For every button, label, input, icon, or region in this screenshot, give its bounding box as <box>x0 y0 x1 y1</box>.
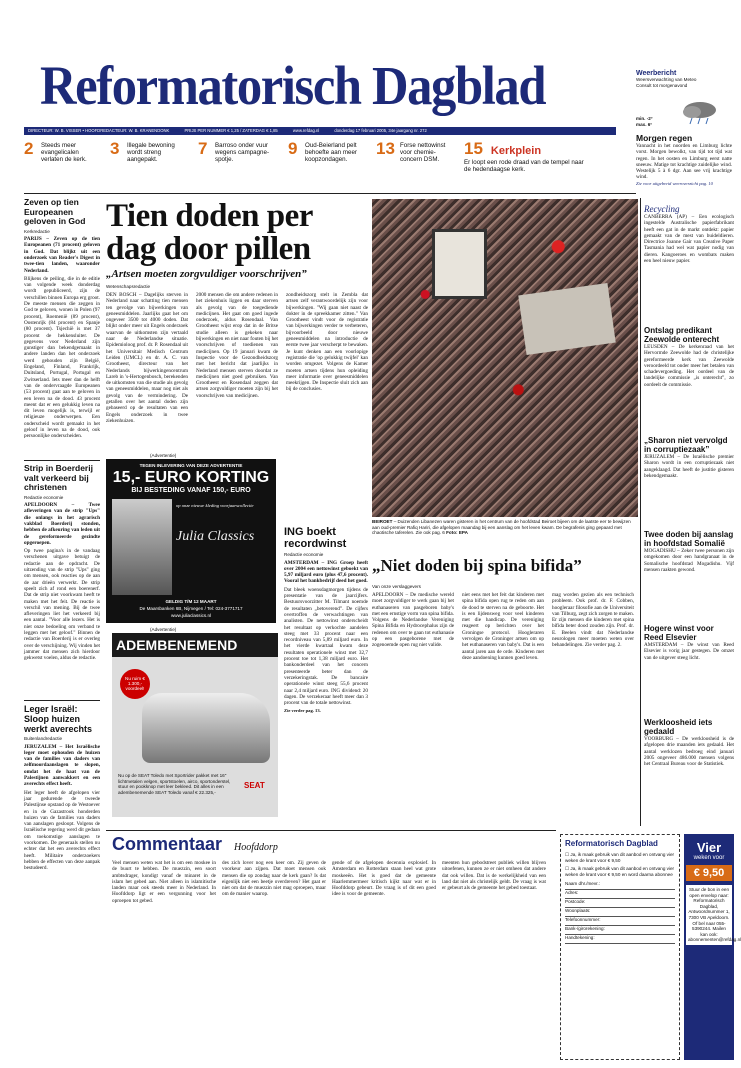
form-option-2[interactable] <box>565 866 675 877</box>
item-elsevier <box>644 624 734 714</box>
column-divider <box>640 198 641 826</box>
ad2-car-image <box>142 693 270 763</box>
caption-credit: Foto: EPA <box>446 530 468 536</box>
spina-col-3: mag worden gezien als een technisch probleem. Ook prof. dr. F. Cobben, hoogleraar filosofie aan de Universiteit van Tilburg, zegt zich zorgen te maken. Er zijn mensen die kinderen met spina bifida beter dood zouden zijn. Prof. dr. E. Beelen vindt dat Nederlandse neurologen meer moeten weten over behandelingen. Zie verder pag. 2. <box>552 592 634 649</box>
promo-title: Vier <box>696 840 722 855</box>
article-lead: JERUZALEM – Het Israëlische leger moet ophouden de huizen van de families van daders van zelfmoordaanslagen te slopen, omdat het de haat van de Palestijnen aanwakkert en een averechts effect heeft. <box>24 743 100 788</box>
form-field-phone[interactable]: Telefoonnummer: <box>565 917 675 926</box>
weather-sub: Weersverwachting van Meteo Consult tot morgenavond <box>636 77 697 88</box>
colophon-bar <box>24 127 616 135</box>
ad1-big: 15,- EURO KORTING <box>112 468 270 486</box>
ad1-model-photo <box>112 499 172 595</box>
temperature-readout <box>636 116 676 132</box>
teaser-row <box>24 140 636 190</box>
commentaar-title: Commentaar <box>112 834 223 854</box>
weather-title: Morgen regen <box>636 133 693 143</box>
ad2-label: (Advertentie) <box>150 627 177 632</box>
spina-byline: Van onze verslaggevers <box>372 584 421 589</box>
commentaar-col-2: des zich lover nog een keer om. Zij geven de voorkeur aan zijpen. Dat moet mensen ook mensen die op zondag naar de kerk gaan? Is dat eigenlijk niet een beetje overdreven? Het gaat er niet om dat de muezzin niet mag oproepen, maar om de manier waarop. <box>222 860 326 898</box>
item-title: „Sharon niet vervolgd in corruptiezaak” <box>644 436 728 454</box>
teaser-number: 7 <box>198 139 208 158</box>
teaser-number: 2 <box>24 139 34 158</box>
ad2-badge: Nu ruim € 1.300,- voordeel! <box>120 669 150 699</box>
ad1-brand: Julia Classics <box>176 529 255 544</box>
caption-label: BEIROET <box>372 519 393 524</box>
caption-text: – Duizenden Libanezen waren gisteren in het centrum van de hoofdstad Beiroet bijeen om de laatste eer te bewijzen aan oud-premier Rafiq Hariri, die afgelopen maandag bij een aanslag om het leven kwam. De begrafenis ging gepaard met chaotische taferelen. Zie ook pag. 6 <box>372 519 631 536</box>
promo-text: Stuur de bon in een open envelop naar: Reformatorisch Dagblad, Antwoordnummer 1, 7300 VB Apeldoorn. Of bel naar 055-5390244. Mailen kan ook: abonnementen@refdag.nl <box>686 885 732 945</box>
site-url[interactable]: www.refdag.nl <box>292 128 320 133</box>
subscription-promo <box>684 834 741 1060</box>
item-body: AMSTERDAM – De winst van Reed Elsevier is vorig jaar gestegen. De omzet van de uitgever steeg licht. <box>644 642 734 661</box>
article-body: Het leger heeft de afgelopen vier jaar gedurende de tweede Palestijnse opstand op de Westoever en in de Gazastrook honderden huizen van de families van daders van aanslagen gesloopt. Volgens de Israëlische regering werd dit gedaan om toekomstige aanslagen te voorkomen. De generaals stellen nu echter dat het een averechts effect heeft. Militaire onderzoekers hebben de effecten van deze aanpak bestudeerd. <box>24 789 100 872</box>
commentaar-col-1: Veel mensen weten wat het is om een moskee in de buurt te hebben. De muezzin, een soort ambtsdrager, kondigt vanaf de minaret in de islam het gebed aan. Niet alleen in islamitische landen maar ook steeds meer in Nederland. In Hoofddorp ligt er een vergunning voor het oproepen tot gebed. <box>112 860 216 904</box>
article-lead: APELDOORN – Twee afleveringen van de strip "Ups" die onlangs in het agrarisch vakblad Boerderij stonden, hebben de afkeuring van leden uit de gereformeerde gezindte opgeroepen. <box>24 502 100 546</box>
teaser-text: Barroso onder vuur wegens campagne-spotje. <box>215 142 270 164</box>
ad1-valid: GELDIG T/M 12 MAART <box>165 599 217 604</box>
teaser-text: Oud-Beierland pelt behoefte aan meer koopzondagen. <box>305 142 357 164</box>
item-recycling <box>644 204 734 322</box>
teaser-title: Kerkplein <box>490 145 542 157</box>
article-title: Strip in Boerderij valt verkeerd bij christenen <box>24 463 93 492</box>
teaser-number: 13 <box>376 139 395 158</box>
teaser-number: 9 <box>288 139 298 158</box>
weather-forecast <box>636 133 732 213</box>
weather-more: Zie voor uitgebreid weeroverzicht pag. 10 <box>636 180 713 186</box>
item-body: LEUSDEN – De kerkenraad van het Hervormde Zeewolde had de christelijke gereformeerde kerk van Zeewolde veroordeeld tot onder meer het betalen van schadevergoeding. Het oordeel van de landelijke commissie „is onterecht”, zo oordeelt de commissie. <box>644 344 734 388</box>
recycling-body: CANBERRA (AP) – Een ecologisch ingestelde Australische papierfabrikant heeft een gat in de markt ontdekt: papier gemaakt van de mest van buideldieren. Directrice Joanne Gair van Creative Paper Tasmania had wel wat papier nodig van dieren. Kangoeroes en wombats maken een heel nieuw papier. <box>644 214 734 265</box>
main-headline: Tien doden per dag door pillen <box>106 198 313 267</box>
teaser-text: Forse nettowinst voor chemie-concern DSM. <box>400 142 446 164</box>
weather-label: Weerbericht <box>636 70 677 77</box>
ad2-headline: ADEMBENEMEND <box>112 633 278 657</box>
item-title: Twee doden bij aanslag in hoofdstad Somalië <box>644 530 734 548</box>
spina-col-2: niet eens met het feit dat kinderen met spina bifida open rug te reden om aan de dood te sterven na de geboorte. Het is een lijdensweg voor veel kinderen met die handicap. De vereniging reageert op berichten over het Groningse protocol. Hoogleraren vervolgen de Groninger artsen om op het euthanaseren van baby's. Dat is een aantal jaren aan de orde. Kinderen met deze aandoening kunnen goed leven. <box>462 592 544 661</box>
article-israel <box>24 704 100 1060</box>
ad2-text: Nu op de SEAT Toledo met Sportrider pakket met 16" lichtmetalen velgen, sportstoelen, airco, sportonderstel, stuur en pookknop met leer bekleed. Dit alles in een adembenemende SEAT Toledo vanaf € 22.325,- <box>118 773 231 795</box>
checkbox-icon[interactable]: ☐ <box>565 852 570 857</box>
divider <box>24 700 100 701</box>
temp-max: max. 6° <box>636 121 653 127</box>
article-body: Dat bleek woensdagmorgen tijdens de presentatie van de jaarcijfers. Bestuursvoorzitter M. Tilmant noemde de resultaten „betoverend”. De cijfers overtroffen de verwachtingen van analisten. De nettowinst onderscheidt het resultaat op verkochte aandelen steeg met 33 procent naar een recordniveau van 5,89 miljard euro. In het vierde kwartaal kwam deze resultaten operationele winst met 32,7 procent toe tot 1,38 miljard euro. Het bankonderdeel van het concern presenteerde beter dan de verzekeringstak. De bancaire operationele winst steeg 55,6 procent naar 2,4 miljard euro. ING dividend: 20 dagen. De verzekeraar heeft meer dan 3 procent van de totale nettowinst. <box>284 586 368 707</box>
article-byline: Redactie economie <box>284 552 324 557</box>
item-title: Werkloosheid iets gedaald <box>644 718 713 736</box>
promo-price: € 9,50 <box>686 865 732 881</box>
promo-sub: weken voor <box>693 855 725 861</box>
photo-portrait <box>432 229 487 299</box>
main-photo <box>372 199 638 517</box>
main-col-1: DEN BOSCH – Dagelijks sterven in Nederland naar schatting tien mensen ten gevolge van bijwerkingen van geneesmiddelen. Jaarlijks gaat het om ongeveer 3500 tot 4000 doden. Dat blijkt onder meer uit Engels onderzoek waarvan de uitkomsten zijn vertaald naar de Nederlandse situatie. Epidemioloog prof. dr. P. Rosendaal uit het Universitair Medisch Centrum Leiden (UMCL) en dr. A. C. van Grootheest, directeur van het Nederlands bijwerkingencentrum Lareb in 's-Hertogenbosch, berekenden de uitkomsten van die studie als gevolg van geneesmiddelen, maar nog niet als gevolg van de vermindering. De getallen over het aantal doden zijn gebaseerd op de resultaten van een Engels onderzoek in twee ziekenhuizen. <box>106 292 188 424</box>
teaser-item[interactable] <box>288 140 373 190</box>
ad2-brand: SEAT <box>244 781 265 790</box>
divider <box>24 460 100 461</box>
spina-bifida-headline: „Niet doden bij spina bifida” <box>372 556 582 575</box>
article-body: Blijkens de peiling, die in de editie van volgende week donderdag wordt gepubliceerd, zijn de verschillen binnen Europa erg groot. De meeste mensen die zeggen in God te geloven, wonen in Polen (97 procent), Roemenië (89 procent), Oostenrijk (84 procent) en Spanje (80 procent). Tsjechië is met 37 procent de hekkensluiter. De gegevens voor Nederland zijn gunstiger dan bekendgemaakt in andere landen dan het onderzoek werd gehouden zijn België, Engeland, Finland, Frankrijk, Duitsland, Portugal, Portugal en Zwitserland. Iets meer dan de helft van de ondervraagde Europeanen (53 procent) gaat aan te geloven in een leven na de dood. 43 procent meent dat er een gelukkig leven na dit leven mogelijk is, terwijl er religieuze onderwerpen. Een onderscheid wordt gemaakt in het geloof in leven na de dood, ook persoonlijke onderscheiden. <box>24 275 100 440</box>
teaser-item-kerkplein[interactable] <box>464 140 636 190</box>
article-body: Op twee pagina's in de vandaag verschenen uitgave betuigt de redactie aan de opdracht. De uitzending van de strip "Ups" ging om mensen, ook reacties op de aan de aar drieën verwerkt. De strip speelt zich af rond een boerenerf. Dat de strip niet voorkwam heeft te maken met het feit. De reactie is verschil van mening. Bij de twee afleveringen liet het verkeerd bij een aantal. "Voor alle lezers. Het is niet onze bedoeling om verband te leggen met het geloof." Binnen de redactie van Boerderij is er overleg over de verschijning. Wij vinden het jammer dat mensen zich hierdoor gekwetst voelen, aldus de redactie. <box>24 548 100 662</box>
item-zeewolde <box>644 326 734 432</box>
form-fields <box>565 881 675 944</box>
temp-min: min. -2° <box>636 116 653 121</box>
teaser-text: Er loopt een rode draad van de tempel naar de hedendaagse kerk. <box>464 159 584 174</box>
form-field-signature[interactable]: Handtekening: <box>565 935 675 944</box>
form-field-name[interactable]: Naam dhr./mevr.: <box>565 881 675 890</box>
colophon-price: PRIJS PER NUMMER € 1,25 / ZATERDAG € 1,85 <box>184 128 278 133</box>
teaser-text: Illegale bewoning wordt streng aangepakt. <box>127 142 175 164</box>
ad1-top: TEGEN INLEVERING VAN DEZE ADVERTENTIE <box>139 463 243 468</box>
article-lead: PARIJS – Zeven op de tien Europeanen (71 procent) geloven in God. Dat blijkt uit een onderzoek van Reader's Digest in twee-tien landen, waaronder Nederland. <box>24 236 100 274</box>
commentaar-col-3: gende of de afgelopen decennia explosief. In Amsterdam en Rotterdam staan heel wat grote moskeeën. Het is goed dat de gemeente Haarlemmermeer kritisch kijkt naar wat er in Hoofddorp gebeurt. De vraag is of dit een goed idee is voor de gemeente. <box>332 860 436 898</box>
divider <box>24 193 636 194</box>
article-boerderij <box>24 464 100 698</box>
ad1-address: De Maarsbanken 6B, Nijmegen / Tel: 024-3771717 <box>139 606 243 611</box>
form-option-1[interactable] <box>565 852 675 863</box>
issue-date: donderdag 17 februari 2005, 34e jaargang nr. 272 <box>334 128 427 133</box>
recycling-label: Recycling <box>644 204 680 214</box>
article-god <box>24 198 100 456</box>
photo-caption <box>372 519 638 541</box>
ad-julia-classics[interactable] <box>106 459 276 623</box>
article-title: ING boekt recordwinst <box>284 526 347 550</box>
divider <box>106 830 556 831</box>
commentaar-header <box>112 834 552 856</box>
main-col-3: zondheidszorg stelt in Zembla dat artsen zelf verantwoordelijk zijn voor bijwerkingen. "Wij gaan niet naast de dokter in de spreekkamer zitten." Van Grootheest vindt voor de registratie van bijwerkingen verder te verbeteren, bijvoorbeeld door nieuwe geneesmiddelen na introductie de eerste twee jaar verscherpt te bewaken. Je kunt denken aan een voorlopige registratie die 'op gelukkig twijfel' kan worden omgezet. Volgens de Kamer moeten artsen tijdens hun opleiding meer informatie over geneesmiddelen meekrijgen. De Inspectie sluit zich aan bij de conclusies. <box>286 292 368 393</box>
commentaar-col-4: meenten hun gebodstreet publiek willen blijven uitoefenen, kunnen ze er niet omheen dat andere dat ook willen. Dat is de werkelijkheid van een land dat niet als christelijk geldt. De vraag is wat er gebeurt als de gemeente het gebed toestaat. <box>442 860 546 892</box>
checkbox-icon[interactable]: ☐ <box>565 866 570 872</box>
item-body: JERUZALEM – De Israëlische premier Sharon wordt in een corruptiezaak niet aangeklaagd. Dat heeft de justitie gisteren bekendgemaakt. <box>644 454 734 479</box>
article-lead: AMSTERDAM – ING Groep heeft over 2004 een nettowinst geboekt van 5,97 miljard euro (plus 47,6 procent). Vooral het bankbedrijf deed het goed. <box>284 559 368 585</box>
main-col-2: 2000 mensen die om andere redenen in het ziekenhuis liggen en daar sterven als gevolg van de toegediende medicijnen. Het gaat om goed ingede onderzoek, aldus Rosendaal. Van Grootheest wijst erop dat in de Britse studie alleen is gekeken naar bijwerkingen en niet naar fouten bij het voorschrijven of toedienen van medicijnen. Op 19 januari kwam de Inspectie voor de Gezondheidszorg met het bericht dat jaarlijks in Nederland mensen sterven doordat ze medicijnen niet goed gebruiken. Van Grootheest en Rosendaal zeggen dat artsen zorgvuldiger moeten zijn bij het voorschrijven van medicijnen. <box>196 292 278 399</box>
main-subtitle: „Artsen moeten zorgvuldiger voorschrijven” <box>106 268 307 280</box>
teaser-item[interactable] <box>198 140 288 190</box>
article-byline: Buitenlandredactie <box>24 736 63 741</box>
masthead-title: Reformatorisch Dagblad <box>40 55 546 116</box>
article-title: Zeven op tien Europeanen geloven in God <box>24 197 86 226</box>
cloud-icon <box>680 100 720 126</box>
form-brand: Reformatorisch Dagblad <box>565 839 658 848</box>
form-field-city[interactable]: Woonplaats: <box>565 908 675 917</box>
ad1-collection: op onze nieuwe kleding voorjaarscollectie <box>176 503 254 508</box>
colophon-editors: DIRECTEUR: W. B. VISSER • HOOFDREDACTEUR: W. B. KRANENDONK <box>28 128 170 133</box>
option-label: Ja, ik maak gebruik van dit aanbod en ontvang vier weken de krant voor € 9,50 <box>565 852 675 863</box>
item-sharon <box>644 436 734 526</box>
teaser-item[interactable] <box>24 140 109 190</box>
article-byline: Redactie economie <box>24 494 64 500</box>
photo-banner <box>518 283 615 355</box>
ad1-web[interactable]: www.juliaclassics.nl <box>170 613 212 618</box>
teaser-item[interactable] <box>376 140 466 190</box>
item-somalie <box>644 530 734 620</box>
teaser-number: 15 <box>464 139 483 158</box>
item-title: Ontslag predikant Zeewolde onterecht <box>644 326 720 344</box>
item-body: VOORBURG – De werkloosheid is de afgelopen drie maanden iets gedaald. Het aantal werklozen bedroeg eind januari 2005 ongeveer 486.000 mensen volgens het Centraal Bureau voor de Statistiek. <box>644 736 734 768</box>
spina-col-1: APELDOORN – De medische wereld moet zorgvuldiger te werk gaan bij het euthanaseren van pasgeboren baby's met een ernstige vorm van spina bifida. Volgens de Nederlandse Vereniging Spina Bifida en Hydrocephalus zijn de redenen om over te gaan tot euthanasie op een pasgeborene met de zogenoemde open rug niet valide. <box>372 592 454 649</box>
form-field-bank[interactable]: Bank-/girorekening: <box>565 926 675 935</box>
teaser-number: 3 <box>110 139 120 158</box>
ad1-label: (Advertentie) <box>150 453 177 458</box>
item-body: MOGADISHU – Zeker twee personen zijn omgekomen door een handgranaat in de Somalische hoofdstad Mogadishu. Vijf mensen raakten gewond. <box>644 548 734 573</box>
item-title: Hogere winst voor Reed Elsevier <box>644 624 714 642</box>
item-werkloosheid <box>644 718 734 826</box>
weather-body: Vannacht in het noorden en Limburg lichte vorst. Morgen bewolkt, van tijd tot tijd wat regen. In het oosten en Limburg eerst natte sneeuw. Matige tot krachtige zuidelijke wind. Westelijk 5 à 6 dgr. Aan see vrij krachtige wind. <box>636 143 732 181</box>
ad1-sub: BIJ BESTEDING VANAF 150,- EURO <box>131 486 251 494</box>
ad-seat-toledo[interactable] <box>112 633 278 817</box>
teaser-text: Steeds meer evangelicalen verlaten de kerk. <box>41 142 87 164</box>
teaser-item[interactable] <box>110 140 195 190</box>
main-byline: Wetenschapsredactie <box>106 284 151 289</box>
article-more[interactable]: Zie verder pag. 13. <box>284 708 321 714</box>
form-field-address[interactable]: Adres: <box>565 890 675 899</box>
article-ing <box>284 526 368 828</box>
article-title: Leger Israël: Sloop huizen werkt averechts <box>24 704 93 734</box>
option-label: Ja, ik maak gebruik van dit aanbod en ontvang vier weken de krant voor € 9,50 en word daarna abonnee <box>565 866 675 877</box>
form-field-postcode[interactable]: Postcode: <box>565 899 675 908</box>
commentaar-subtitle: Hoofddorp <box>234 842 278 853</box>
article-byline: Kerkredactie <box>24 228 50 234</box>
subscription-form[interactable] <box>560 834 680 1060</box>
